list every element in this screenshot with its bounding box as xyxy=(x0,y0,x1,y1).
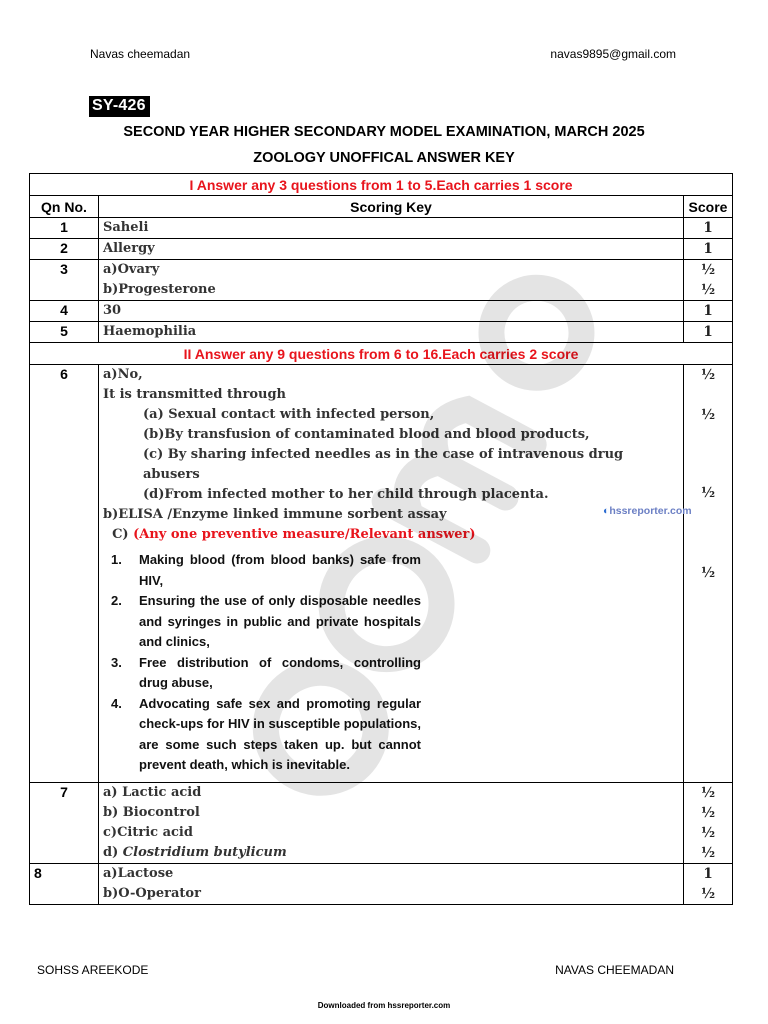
answer-part: b)ELISA /Enzyme linked immune sorbent assay xyxy=(103,507,447,522)
footer-author: NAVAS CHEEMADAN xyxy=(555,963,674,977)
answer-key: Saheli xyxy=(99,218,684,239)
score-part: ½ xyxy=(700,804,716,821)
answer-key xyxy=(99,863,684,904)
question-number: 1 xyxy=(30,218,99,239)
list-item xyxy=(111,591,421,653)
score-part: ½ xyxy=(700,262,716,278)
list-number: 1. xyxy=(111,552,122,567)
answer-part xyxy=(103,525,679,545)
question-number: 2 xyxy=(30,239,99,260)
score-part: 1 xyxy=(703,865,713,882)
answer-key: Haemophilia xyxy=(99,322,684,343)
table-row xyxy=(30,863,733,904)
score xyxy=(684,260,733,301)
answer-part: a)Ovary xyxy=(103,262,160,277)
header-author: Navas cheemadan xyxy=(90,47,191,61)
answer-part xyxy=(103,843,679,863)
score-spacer xyxy=(688,385,728,405)
table-row xyxy=(30,322,733,343)
watermark-logo xyxy=(603,505,692,517)
list-item xyxy=(111,653,421,694)
list-number: 3. xyxy=(111,654,122,670)
header-email: navas9895@gmail.com xyxy=(550,47,676,61)
answer-note: (Any one preventive measure/Relevant answer) xyxy=(133,527,476,542)
logo-icon: ◐ xyxy=(603,505,610,517)
score xyxy=(684,863,733,904)
list-number: 4. xyxy=(111,695,122,711)
score-part: ½ xyxy=(700,367,716,383)
answer-subpart: (c) By sharing infected needles as in the case of intravenous drug xyxy=(143,447,624,462)
answer-key: Allergy xyxy=(99,239,684,260)
answer-part: c)Citric acid xyxy=(103,824,193,840)
download-note: Downloaded from hssreporter.com xyxy=(317,1001,451,1010)
answer-part: a) Lactic acid xyxy=(103,784,202,800)
answer-key xyxy=(99,365,684,783)
header-qn: Qn No. xyxy=(30,196,99,218)
question-number: 8 xyxy=(30,863,99,904)
question-number: 3 xyxy=(30,260,99,301)
table-row xyxy=(30,239,733,260)
answer-subpart: (a) Sexual contact with infected person, xyxy=(143,407,435,422)
score-spacer xyxy=(688,503,728,563)
table-row xyxy=(30,365,733,783)
score-part: ½ xyxy=(700,485,716,501)
score xyxy=(684,365,733,783)
score-part: ½ xyxy=(700,784,716,801)
table-header-row xyxy=(30,196,733,218)
list-text: Free distribution of condoms, controlling drug abuse, xyxy=(139,654,421,690)
section-1-row xyxy=(30,174,733,196)
answer-key xyxy=(99,782,684,863)
answer-part: It is transmitted through xyxy=(103,387,287,402)
score: 1 xyxy=(684,301,733,322)
list-text: Making blood (from blood banks) safe from HIV, xyxy=(139,552,421,588)
list-text: Ensuring the use of only disposable needles and syringes in public and private hospitals and clinics, xyxy=(139,593,421,649)
preventive-measures-list xyxy=(111,550,421,776)
score-part: ½ xyxy=(700,844,716,861)
question-number: 6 xyxy=(30,365,99,783)
question-number: 4 xyxy=(30,301,99,322)
answer-key-table xyxy=(29,173,733,905)
section-2-row xyxy=(30,343,733,365)
score-part: ½ xyxy=(700,407,716,423)
answer-subpart: (d)From infected mother to her child through placenta. xyxy=(143,487,549,502)
score-part: ½ xyxy=(700,885,716,902)
answer-subpart: abusers xyxy=(143,467,200,482)
list-item xyxy=(111,694,421,776)
score: 1 xyxy=(684,322,733,343)
score xyxy=(684,782,733,863)
answer-key xyxy=(99,260,684,301)
score-part: ½ xyxy=(700,282,716,298)
organism-name: Clostridium butylicum xyxy=(122,844,287,860)
answer-part: a)No, xyxy=(103,367,143,382)
score: 1 xyxy=(684,218,733,239)
answer-part: b) Biocontrol xyxy=(103,804,200,820)
logo-text: hssreporter.com xyxy=(609,505,692,517)
paper-code: SY-426 xyxy=(89,96,150,117)
answer-key-title: ZOOLOGY UNOFFICAL ANSWER KEY xyxy=(253,150,515,166)
list-text: Advocating safe sex and promoting regular check-ups for HIV in susceptible populations, are some such steps taken up. but cannot prevent death, which is inevitable. xyxy=(139,695,421,772)
answer-part: b)O-Operator xyxy=(103,885,201,901)
table-row xyxy=(30,782,733,863)
footer-school: SOHSS AREEKODE xyxy=(37,963,149,977)
header-score: Score xyxy=(684,196,733,218)
answer-prefix: C) xyxy=(112,527,129,542)
list-item xyxy=(111,550,421,591)
exam-title: SECOND YEAR HIGHER SECONDARY MODEL EXAMINATION, MARCH 2025 xyxy=(123,124,645,140)
score-part: ½ xyxy=(700,824,716,841)
score-part: ½ xyxy=(700,565,716,581)
score-spacer xyxy=(688,425,728,485)
section-2-heading: II Answer any 9 questions from 6 to 16.Each carries 2 score xyxy=(30,343,733,365)
answer-prefix: d) xyxy=(103,844,119,860)
answer-part: a)Lactose xyxy=(103,865,174,881)
header-key: Scoring Key xyxy=(99,196,684,218)
question-number: 7 xyxy=(30,782,99,863)
table-row xyxy=(30,260,733,301)
score: 1 xyxy=(684,239,733,260)
question-number: 5 xyxy=(30,322,99,343)
answer-part: b)Progesterone xyxy=(103,282,216,297)
section-1-heading: I Answer any 3 questions from 1 to 5.Each carries 1 score xyxy=(30,174,733,196)
list-number: 2. xyxy=(111,593,122,608)
table-row xyxy=(30,301,733,322)
table-row xyxy=(30,218,733,239)
answer-key: 30 xyxy=(99,301,684,322)
answer-subpart: (b)By transfusion of contaminated blood and blood products, xyxy=(143,427,590,442)
